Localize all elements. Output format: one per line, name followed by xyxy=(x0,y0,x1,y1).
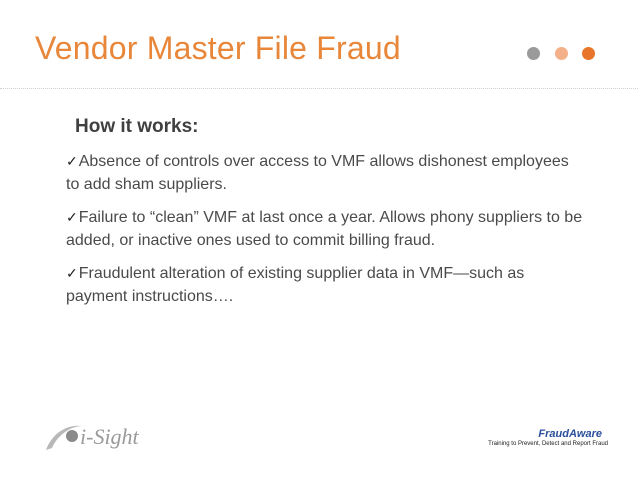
bullet-item xyxy=(66,150,586,196)
bullet-text: Absence of controls over access to VMF allows dishonest employees to add sham suppliers. xyxy=(66,153,569,193)
checkmark-icon: ✓ xyxy=(66,153,78,169)
bullet-list xyxy=(66,150,586,318)
orange-dot-icon xyxy=(582,47,595,60)
fraudaware-logo-tagline: Training to Prevent, Detect and Report Fraud xyxy=(488,441,608,447)
bullet-text: Failure to “clean” VMF at last once a year. Allows phony suppliers to be added, or inactive ones used to commit billing fraud. xyxy=(66,209,583,249)
checkmark-icon: ✓ xyxy=(66,265,78,281)
subheading: How it works: xyxy=(75,116,199,137)
i-sight-logo-text: i-Sight xyxy=(80,424,139,449)
checkmark-icon: ✓ xyxy=(66,209,78,225)
slide-title: Vendor Master File Fraud xyxy=(35,30,401,66)
bullet-text: Fraudulent alteration of existing supplier data in VMF—such as payment instructions…. xyxy=(66,265,525,305)
fraudaware-logo-name: FraudAware xyxy=(538,428,602,440)
light-orange-dot-icon xyxy=(555,47,568,60)
bullet-item xyxy=(66,262,586,308)
title-divider xyxy=(0,88,638,89)
bullet-item xyxy=(66,206,586,252)
i-sight-logo xyxy=(44,414,164,454)
fraudaware-logo xyxy=(478,428,608,452)
grey-dot-icon xyxy=(527,47,540,60)
